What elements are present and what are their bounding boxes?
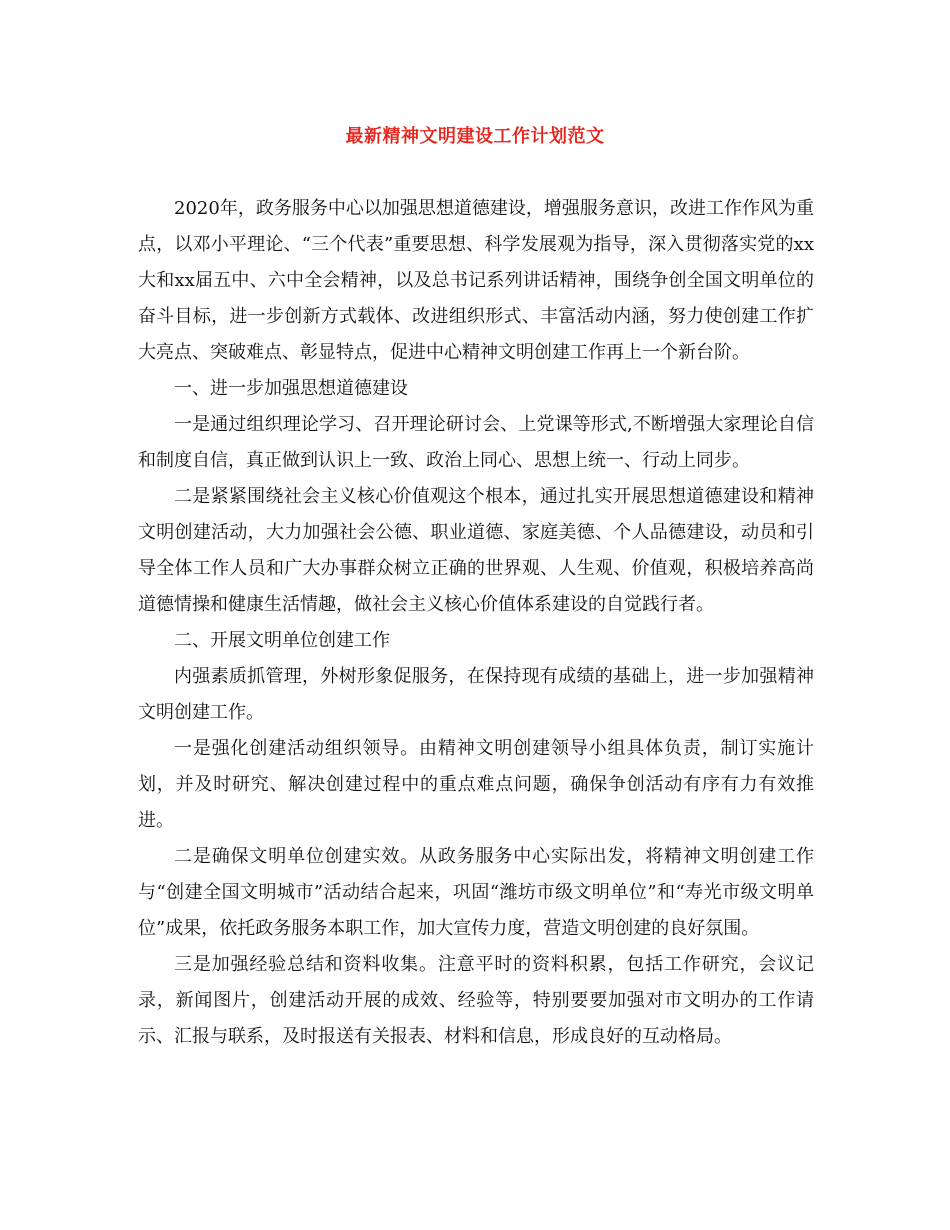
section-heading-1: 一、进一步加强思想道德建设 [174, 378, 408, 399]
section-2-item-3: 三是加强经验总结和资料收集。注意平时的资料积累，包括工作研究，会议记录，新闻图片，创建活动开展的成效、经验等，特别要要加强对市文明办的工作请示、汇报与联系，及时报送有关报表、材料和信息，形成良好的互动格局。 [138, 954, 814, 1047]
document-title: 最新精神文明建设工作计划范文 [345, 126, 605, 147]
section-2-item-2: 二是确保文明单位创建实效。从政务服务中心实际出发，将精神文明创建工作与“创建全国文明城市”活动结合起来，巩固“潍坊市级文明单位”和“寿光市级文明单位”成果，依托政务服务本职工作，加大宣传力度，营造文明创建的良好氛围。 [138, 846, 814, 939]
section-1-item-1: 一是通过组织理论学习、召开理论研讨会、上党课等形式,不断增强大家理论自信和制度自信，真正做到认识上一致、政治上同心、思想上统一、行动上同步。 [138, 414, 814, 471]
section-heading-2: 二、开展文明单位创建工作 [174, 630, 390, 651]
intro-paragraph: 2020年，政务服务中心以加强思想道德建设，增强服务意识，改进工作作风为重点，以邓小平理论、“三个代表”重要思想、科学发展观为指导，深入贯彻落实党的xx大和xx届五中、六中全会精神，以及总书记系列讲话精神，围绕争创全国文明单位的奋斗目标，进一步创新方式载体、改进组织形式、丰富活动内涵，努力使创建工作扩大亮点、突破难点、彰显特点，促进中心精神文明创建工作再上一个新台阶。 [138, 198, 814, 363]
section-1-item-2: 二是紧紧围绕社会主义核心价值观这个根本，通过扎实开展思想道德建设和精神文明创建活动，大力加强社会公德、职业道德、家庭美德、个人品德建设，动员和引导全体工作人员和广大办事群众树立正确的世界观、人生观、价值观，积极培养高尚道德情操和健康生活情趣，做社会主义核心价值体系建设的自觉践行者。 [138, 486, 814, 615]
document-body [138, 191, 814, 1055]
section-2-item-1: 一是强化创建活动组织领导。由精神文明创建领导小组具体负责，制订实施计划，并及时研究、解决创建过程中的重点难点问题，确保争创活动有序有力有效推进。 [138, 738, 814, 831]
section-2-intro: 内强素质抓管理，外树形象促服务，在保持现有成绩的基础上，进一步加强精神文明创建工作。 [138, 666, 814, 723]
